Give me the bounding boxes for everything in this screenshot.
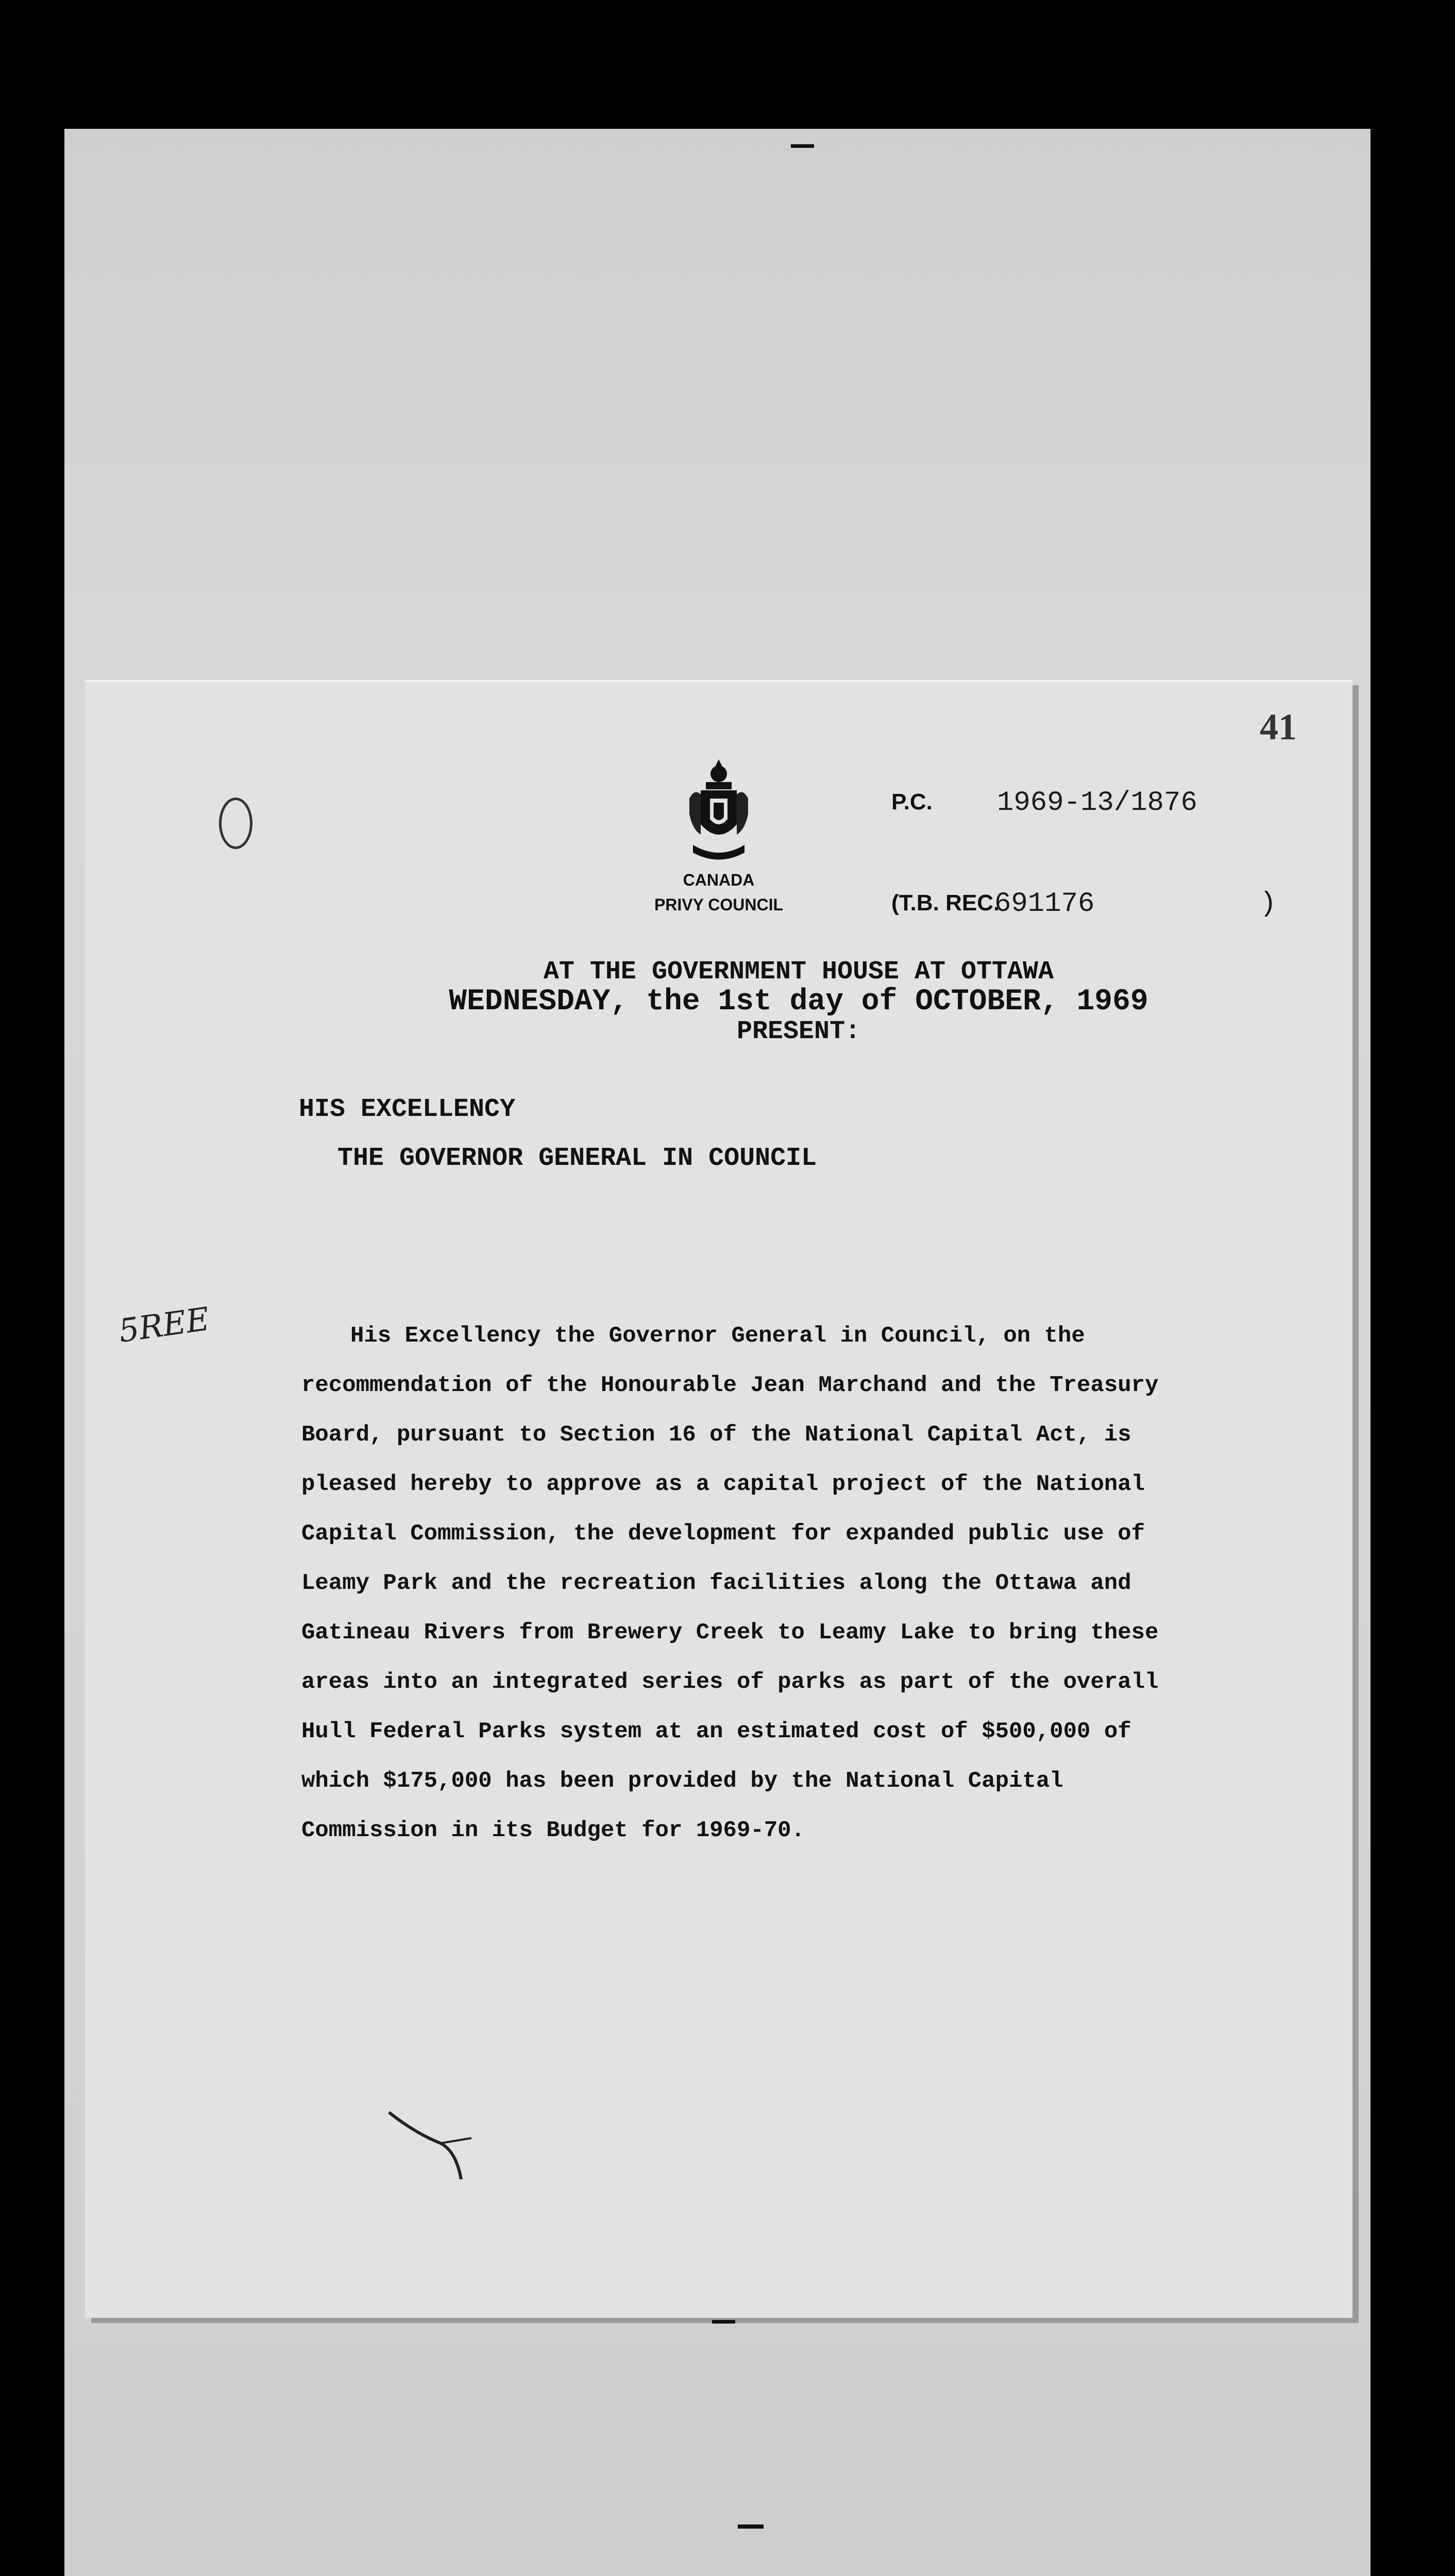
film-frame-mark bbox=[791, 144, 814, 148]
body-line: Commission in its Budget for 1969-70. bbox=[301, 1818, 805, 1843]
crest-country-label: CANADA bbox=[683, 871, 755, 889]
film-frame-mark bbox=[738, 2524, 764, 2529]
body-line: areas into an integrated series of parks as part of the overall bbox=[301, 1669, 1159, 1695]
punch-hole bbox=[219, 798, 252, 849]
page-number: 41 bbox=[1260, 706, 1297, 748]
canada-coat-of-arms-icon bbox=[685, 757, 752, 871]
body-line: which $175,000 has been provided by the National Capital bbox=[301, 1768, 1063, 1794]
body-line: His Excellency the Governor General in Council, on the bbox=[350, 1323, 1085, 1349]
order-body-paragraph bbox=[301, 1311, 1270, 1855]
body-line: Capital Commission, the development for expanded public use of bbox=[301, 1521, 1145, 1547]
addressee-excellency: HIS EXCELLENCY bbox=[299, 1095, 516, 1124]
body-line: recommendation of the Honourable Jean Marchand and the Treasury bbox=[301, 1372, 1159, 1398]
body-line: Leamy Park and the recreation facilities along the Ottawa and bbox=[301, 1570, 1131, 1596]
crest-body-label: PRIVY COUNCIL bbox=[654, 895, 784, 914]
tb-rec-number: 691176 bbox=[994, 888, 1095, 920]
tb-rec-label: (T.B. REC. bbox=[891, 890, 1000, 916]
handwritten-margin-note: 5REE bbox=[116, 1300, 212, 1350]
pc-label: P.C. bbox=[891, 789, 933, 815]
body-line: pleased hereby to approve as a capital project of the National bbox=[301, 1471, 1145, 1497]
film-frame-mark bbox=[712, 2320, 735, 2324]
body-line: Hull Federal Parks system at an estimated cost of $500,000 of bbox=[301, 1719, 1131, 1744]
tb-rec-close-paren: ) bbox=[1260, 888, 1277, 920]
body-line: Board, pursuant to Section 16 of the National Capital Act, is bbox=[301, 1422, 1131, 1448]
present-line: PRESENT: bbox=[736, 1017, 861, 1046]
date-line: WEDNESDAY, the 1st day of OCTOBER, 1969 bbox=[449, 985, 1148, 1019]
body-line: Gatineau Rivers from Brewery Creek to Leamy Lake to bring these bbox=[301, 1620, 1159, 1646]
pc-number: 1969-13/1876 bbox=[997, 787, 1197, 819]
pen-mark-icon bbox=[384, 2107, 477, 2184]
place-line: AT THE GOVERNMENT HOUSE AT OTTAWA bbox=[543, 957, 1054, 987]
addressee-governor: THE GOVERNOR GENERAL IN COUNCIL bbox=[337, 1144, 817, 1173]
